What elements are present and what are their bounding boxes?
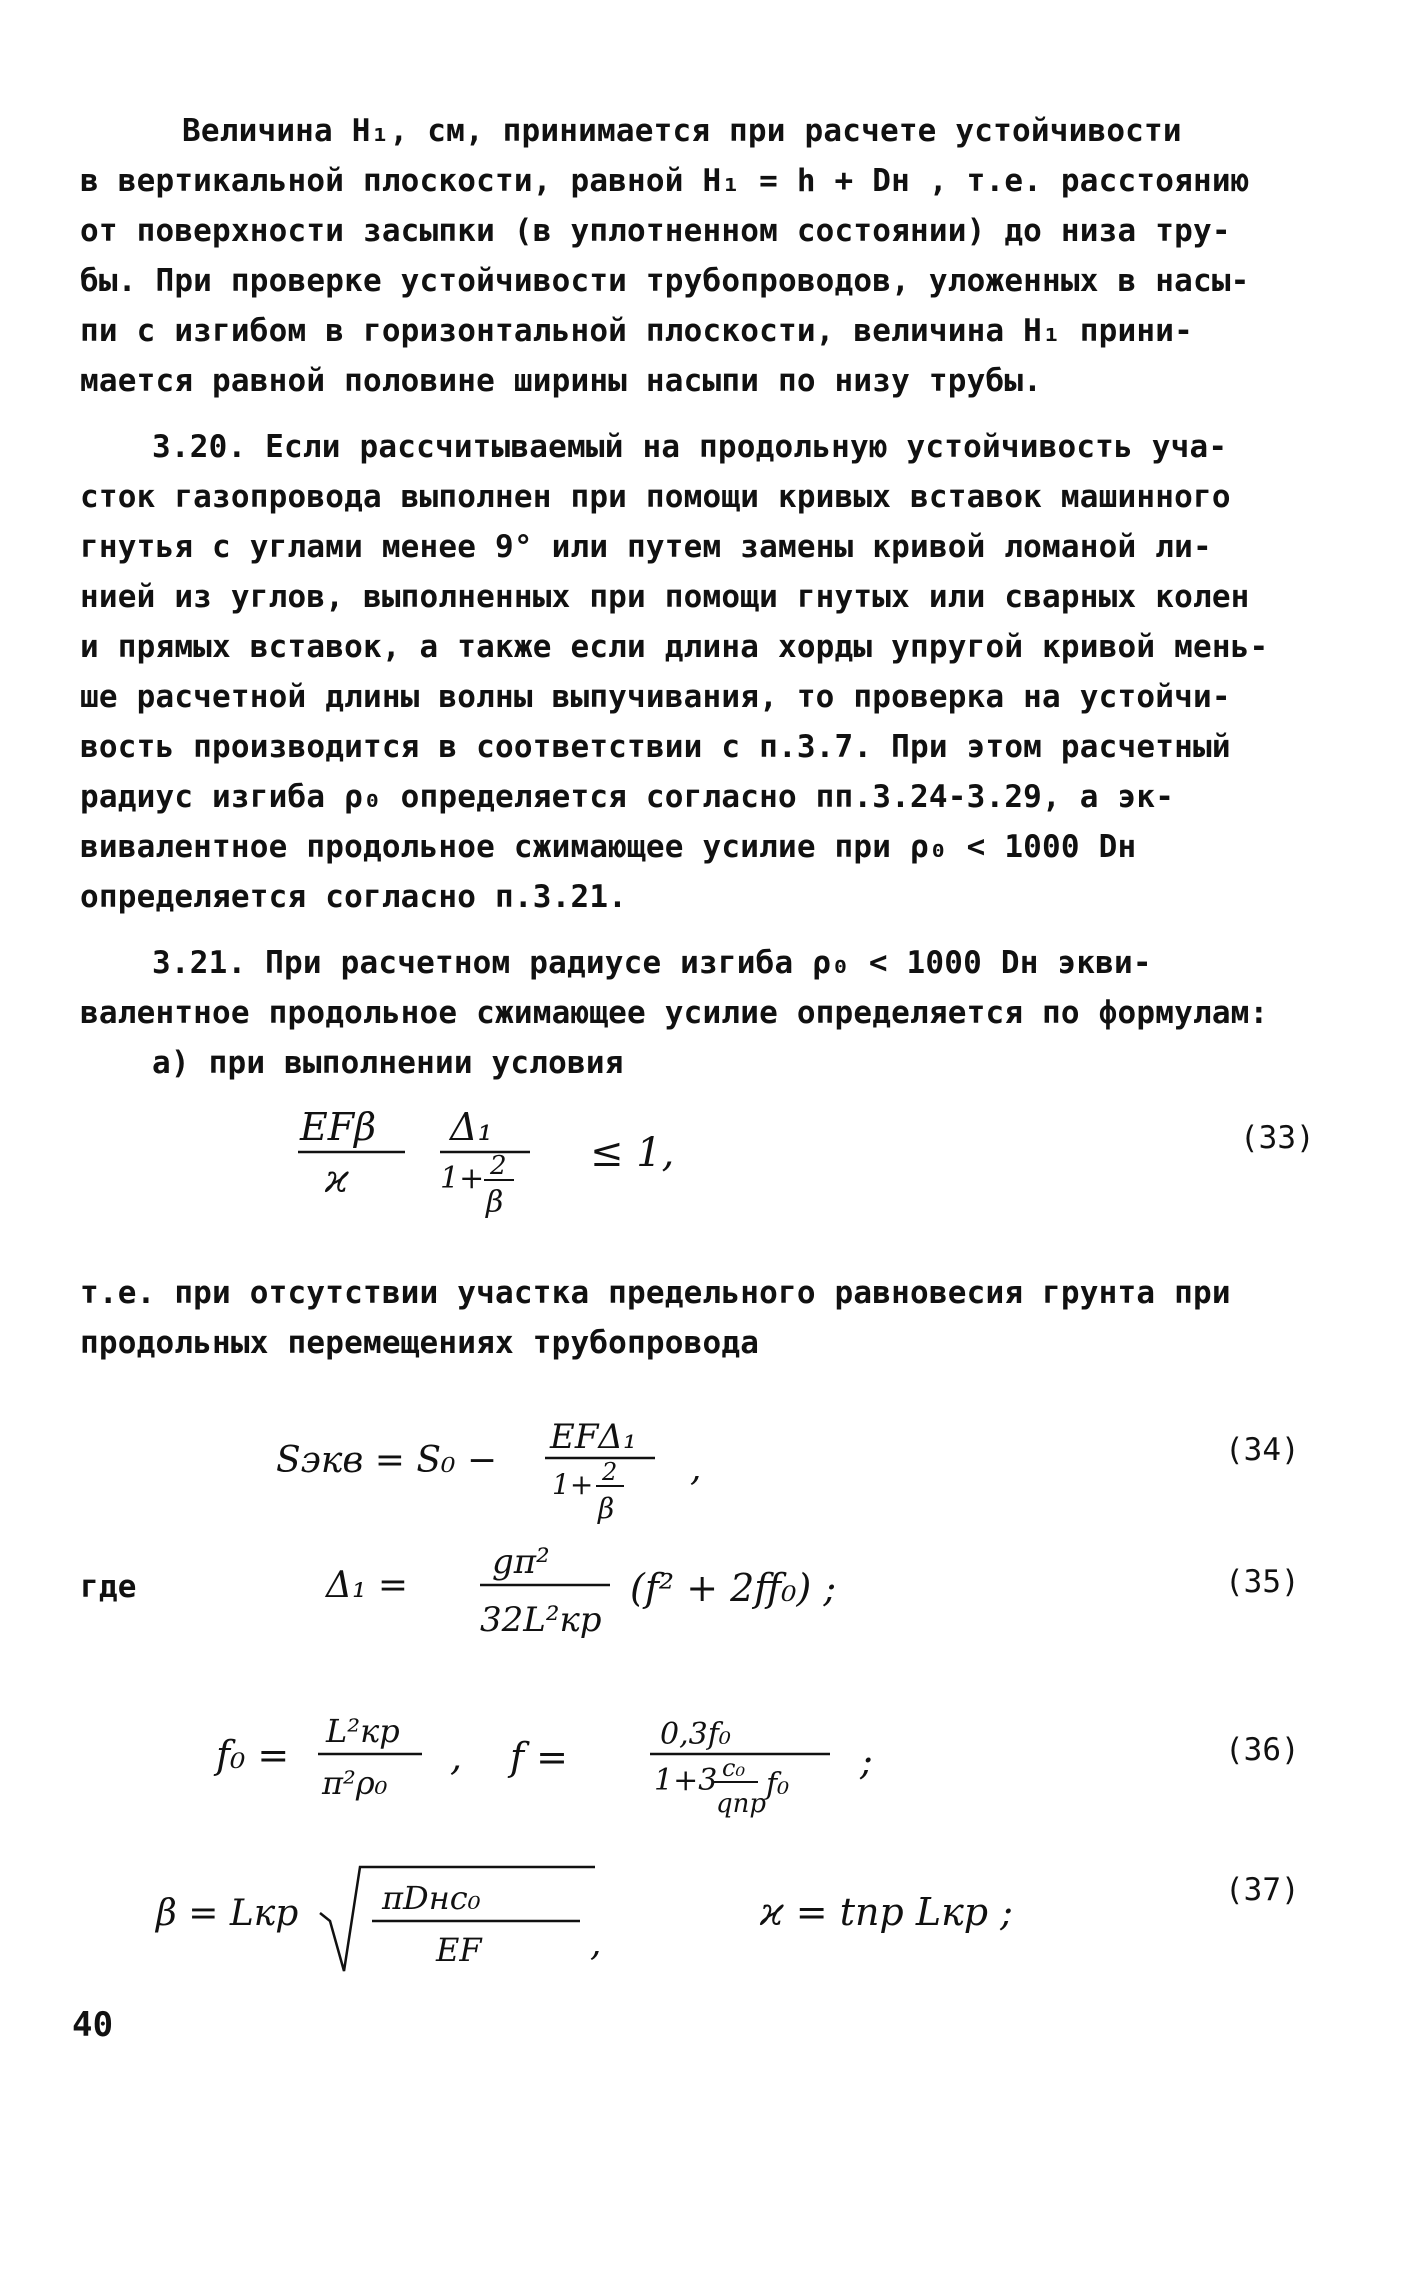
equation-number-35: (35) bbox=[1225, 1564, 1300, 1600]
eq33-num-left: EFβ bbox=[300, 1105, 377, 1149]
equation-number-36: (36) bbox=[1225, 1732, 1300, 1768]
eq34-num: EFΔ₁ bbox=[550, 1417, 637, 1457]
text-line: бы. При проверке устойчивости трубопроводов, уложенных в насы- bbox=[80, 263, 1250, 299]
text-line: радиус изгиба ρ₀ определяется согласно пп.3.24-3.29, а эк- bbox=[80, 779, 1175, 815]
where-label: где bbox=[80, 1569, 137, 1605]
text-line: ше расчетной длины волны выпучивания, то проверка на устойчи- bbox=[80, 679, 1231, 715]
text-line: продольных перемещениях трубопровода bbox=[80, 1325, 760, 1361]
eq36-sep: , bbox=[450, 1735, 463, 1779]
equation-34 bbox=[270, 1410, 770, 1530]
text-line: гнутья с углами менее 9° или путем замены кривой ломаной ли- bbox=[80, 529, 1212, 565]
text-line: а) при выполнении условия bbox=[152, 1045, 624, 1081]
eq36-den-b-tail: f₀ bbox=[766, 1767, 790, 1802]
page-number: 40 bbox=[72, 2005, 114, 2045]
eq37-root-den: EF bbox=[436, 1931, 482, 1969]
equation-36 bbox=[210, 1690, 930, 1840]
text-line: нией из углов, выполненных при помощи гнутых или сварных колен bbox=[80, 579, 1250, 615]
eq36-den-b-a: 1+3 bbox=[654, 1763, 718, 1798]
equation-37 bbox=[150, 1855, 1110, 1995]
text-line: вивалентное продольное сжимающее усилие при ρ₀ < 1000 Dн bbox=[80, 829, 1137, 865]
eq36-lhs-b: f = bbox=[510, 1735, 568, 1779]
eq34-lhs: Sэкв = S₀ − bbox=[276, 1440, 498, 1481]
eq36-num-a: L²кр bbox=[326, 1712, 400, 1750]
equation-33 bbox=[290, 1100, 790, 1230]
text-line: от поверхности засыпки (в уплотненном состоянии) до низа тру- bbox=[80, 213, 1231, 249]
eq33-den-mid-b-num: 2 bbox=[490, 1151, 507, 1181]
equation-35 bbox=[320, 1535, 920, 1655]
eq33-num-mid: Δ₁ bbox=[450, 1105, 493, 1149]
eq36-den-b-den: qпр bbox=[716, 1789, 767, 1819]
text-line: определяется согласно п.3.21. bbox=[80, 879, 628, 915]
eq35-lhs: Δ₁ = bbox=[326, 1565, 409, 1606]
equation-number-34: (34) bbox=[1225, 1432, 1300, 1468]
eq37-lhs-a: β = Lкр bbox=[156, 1893, 299, 1934]
eq33-den-mid-a: 1+ bbox=[440, 1161, 485, 1196]
eq36-tail: ; bbox=[860, 1739, 873, 1783]
equation-number-33: (33) bbox=[1240, 1120, 1315, 1156]
text-line: сток газопровода выполнен при помощи кривых вставок машинного bbox=[80, 479, 1231, 515]
eq33-den-mid-b-den: β bbox=[486, 1185, 504, 1220]
eq35-den: 32L²кр bbox=[480, 1600, 602, 1640]
text-line: пи с изгибом в горизонтальной плоскости, величина H₁ прини- bbox=[80, 313, 1193, 349]
eq35-num: gπ² bbox=[492, 1542, 550, 1582]
eq34-den-b-num: 2 bbox=[602, 1458, 618, 1486]
eq36-den-b-num: c₀ bbox=[722, 1754, 746, 1782]
eq37-sep: , bbox=[590, 1923, 602, 1964]
text-line: валентное продольное сжимающее усилие определяется по формулам: bbox=[80, 995, 1269, 1031]
text-line: т.е. при отсутствии участка предельного равновесия грунта при bbox=[80, 1275, 1231, 1311]
eq36-lhs-a: f₀ = bbox=[216, 1733, 290, 1777]
eq37-rhs-b: ϰ = tпр Lкр ; bbox=[760, 1890, 1013, 1934]
text-line: вость производится в соответствии с п.3.7. При этом расчетный bbox=[80, 729, 1231, 765]
eq35-rhs: (f² + 2ff₀) ; bbox=[630, 1566, 837, 1610]
text-line: мается равной половине ширины насыпи по низу трубы. bbox=[80, 363, 1043, 399]
section-3-21-heading-line: 3.21. При расчетном радиусе изгиба ρ₀ < 1000 Dн экви- bbox=[152, 945, 1152, 981]
text-line: Величина H₁, см, принимается при расчете устойчивости bbox=[182, 113, 1182, 149]
eq34-den-a: 1+ bbox=[552, 1468, 594, 1501]
eq34-tail: , bbox=[690, 1448, 702, 1489]
eq36-den-a: π²ρ₀ bbox=[322, 1764, 388, 1802]
equation-number-37: (37) bbox=[1225, 1872, 1300, 1908]
eq33-den-left: ϰ bbox=[325, 1157, 349, 1201]
section-3-20-heading-line: 3.20. Если рассчитываемый на продольную устойчивость уча- bbox=[152, 429, 1228, 465]
eq33-rhs: ≤ 1, bbox=[590, 1130, 675, 1176]
text-line: и прямых вставок, а также если длина хорды упругой кривой мень- bbox=[80, 629, 1269, 665]
eq37-root-num: πDнc₀ bbox=[382, 1879, 481, 1917]
text-line: в вертикальной плоскости, равной H₁ = h + Dн , т.е. расстоянию bbox=[80, 163, 1250, 199]
eq34-den-b-den: β bbox=[598, 1492, 615, 1525]
eq36-num-b: 0,3f₀ bbox=[660, 1717, 731, 1752]
